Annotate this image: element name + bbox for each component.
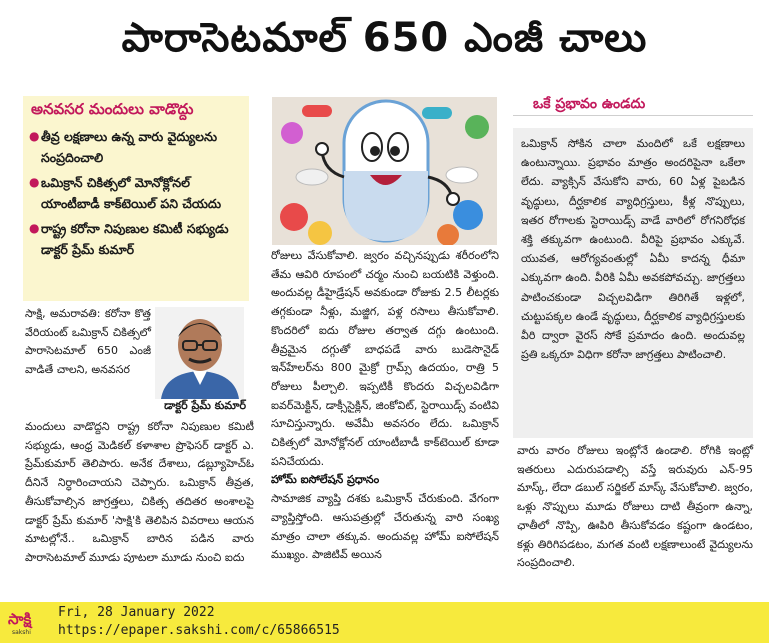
highlight-item: ● తీవ్ర లక్షణాలు ఉన్న వారు వైద్యులను సంప్రదించాలి [29,126,243,168]
bullet-icon: ● [29,221,40,235]
sakshi-logo [6,608,50,638]
page-headline: పారాసెటమాల్ 650 ఎంజీ చాలు [121,15,648,61]
left-column-intro-cont: మందులు వాడొద్దని రాష్ట్ర కరోనా నిపుణుల కమిటీ సభ్యుడు, ఆంధ్ర మెడికల్ కళాశాల ప్రొఫెసర్ డాక్టర్ ఎ. ప్రేమ్‌కుమార్ తెలిపారు. అనేక దేశాలు, డబ్ల్యూహెచ్‌ఓ దీనినే నిర్ధారించాయని చెప్పారు. ఒమిక్రాన్ తీవ్రత, తీసుకోవాల్సిన జాగ్రత్తలు, చికిత్స తదితర అంశాలపై డాక్టర్ ప్రేమ్ కుమార్ 'సాక్షి'కి తెలిపిన వివరాలు ఆయన మాటల్లోనే.. ఒమిక్రాన్ బారిన పడిన వారు పారాసెటమాల్ మూడు పూటలా మూడు నుంచి ఐదు [25,420,254,564]
photo-caption: డాక్టర్ ప్రేమ్ కుమార్ [164,399,246,412]
pill-illustration [272,97,497,245]
bullet-icon: ● [29,175,40,189]
middle-column-text [271,247,499,565]
right-column-box: ఒమిక్రాన్ సోకిన చాలా మందిలో ఒకే లక్షణాలు ఉంటున్నాయి. ప్రభావం మాత్రం అందరిపైనా ఒకేలా లేదు. వ్యాక్సిన్ వేసుకోని వారు, 60 ఏళ్ల పైబడిన వృద్ధులు, దీర్ఘకాలిక వ్యాధిగ్రస్తులు, కీళ్ల నొప్పులు, ఇతర రోగాలకు స్టెరాయిడ్స్ వాడే వారిలో రోగనిరోధక శక్తి తక్కువగా ఉంటుంది. వీరిపై ప్రభావం ఎక్కువే. యువత, ఆరోగ్యవంతుల్లో ఏమీ కాదన్న ధీమా ఎక్కువగా ఉంది. వీరికి ఏమీ అవకపోవచ్చు. జాగ్రత్తలు పాటించకుండా విచ్చలవిడిగా తిరిగితే ఇళ్లలో, చుట్టుపక్కల ఉండే వృద్ధులు, దీర్ఘకాలిక వ్యాధిగ్రస్తులకు వీరి ద్వారా వైరస్ సోకే ప్రమాదం ఉంది. అందువల్ల ప్రతి ఒక్కరూ విధిగా కరోనా జాగ్రత్తలు పాటించాలి. [513,128,753,438]
highlight-item: ● ఒమిక్రాన్ చికిత్సలో మోనోక్లోనల్ యాంటీబాడీ కాక్‌టెయిల్ పని చేయదు [29,172,243,214]
right-column-heading: ఒకే ప్రభావం ఉండదు [533,96,646,112]
epaper-url[interactable]: https://epaper.sakshi.com/c/65866515 [58,623,340,638]
highlights-box [23,96,249,301]
portrait-icon [155,307,244,399]
highlight-item: ● రాష్ట్ర కరోనా నిపుణుల కమిటీ సభ్యుడు డాక్టర్ ప్రేమ్ కుమార్ [29,218,243,260]
pill-cartoon-icon [272,97,497,245]
bullet-icon: ● [29,129,40,143]
highlights-list [29,126,243,264]
footer-bar [0,602,769,643]
right-column-heading-bar [513,94,753,116]
logo-text: సాక్షి [8,610,32,628]
right-column-text: వారు వారం రోజులు ఇంట్లోనే ఉండాలి. రోగికి ఇంట్లో ఇతరులు ఎదురుపడాల్సి వస్తే ఇరువురు ఎన్-95 మాస్క్, లేదా డబుల్ సర్జికల్ మాస్క్ వేసుకోవాలి. జ్వరం, ఒళ్లు నొప్పులు మూడు రోజులు దాటి తీవ్రంగా ఉన్నా, ఛాతీలో నొప్పి, ఊపిరి తీసుకోవడం కష్టంగా ఉండటం, కళ్లు తిరిగిపడటం, మగత వంటి లక్షణాలుంటే వైద్యులను సంప్రదించాలి. [517,444,753,570]
highlights-heading: అనవసర మందులు వాడొద్దు [31,100,194,118]
edition-date: Fri, 28 January 2022 [58,605,215,620]
logo-subtext: sakshi [12,629,31,636]
author-photo [155,307,244,399]
middle-column-body-2: సామాజిక వ్యాప్తి దశకు ఒమిక్రాన్ చేరుకుంది. వేగంగా వ్యాప్తిస్తోంది. ఆసుపత్రుల్లో చేరుతున్న వారి సంఖ్య మాత్రం చాలా తక్కువ. అందువల్ల హోమ్ ఐసోలేషన్ ముఖ్యం. పాజిటివ్ అయిన [271,492,499,562]
middle-column-body: రోజులు వేసుకోవాలి. జ్వరం వచ్చినప్పుడు శరీరంలోని తేమ ఆవిరి రూపంలో చర్మం నుంచి బయటికి వెళ్తుంది. అందువల్ల డీహైడ్రేషన్ అవకుండా రోజుకు 2.5 లీటర్లకు తగ్గకుండా నీళ్లు, మజ్జిగ, పళ్ల రసాలు తీసుకోవాలి. కొందరిలో ఐదు రోజుల తర్వాత దగ్గు ఉంటుంది. తీవ్రమైన దగ్గుతో బాధపడే వారు బుడెసొనైడ్ ఇన్‌హేలర్‌ను 800 మైక్రో గ్రామ్స్ ఉదయం, రాత్రి 5 రోజులు పీల్చాలి. ఇప్పటికీ కొందరు విచ్చలవిడిగా ఐవర్‌మెక్టిన్, డాక్సీసైక్లిన్, జింకోవిట్, స్టెరాయిడ్స్ వంటివి సూచిస్తున్నారు. అవేమీ అవసరం లేదు. ఒమిక్రాన్ చికిత్సలో మోనోక్లోనల్ యాంటీబాడీ కాక్‌టెయిల్ కూడా పనిచేయదు. [271,249,499,468]
left-column-intro: సాక్షి, అమరావతి: కరోనా కొత్త వేరియంట్ ఒమిక్రాన్ చికిత్సలో పారాసెటమాల్ 650 ఎంజీ వాడితే చాలని, అనవసర [25,307,151,377]
section-subheading: హోమ్ ఐసోలేషన్ ప్రధానం [271,473,380,487]
